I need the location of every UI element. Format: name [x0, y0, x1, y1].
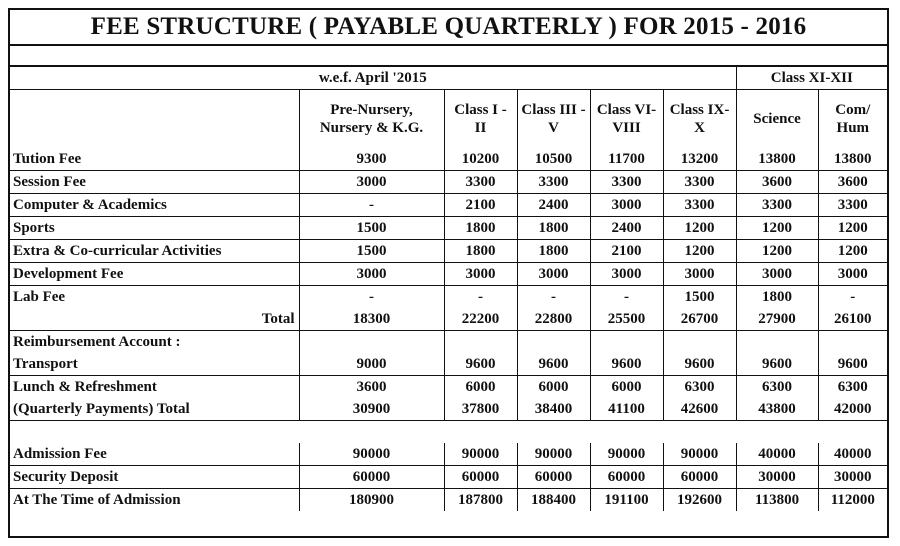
fee-value-cell: 60000 [590, 465, 663, 488]
fee-value-cell: 3600 [818, 170, 887, 193]
spacer-row [10, 420, 887, 443]
fee-value-cell: 60000 [663, 465, 736, 488]
fee-value-cell: 22800 [517, 308, 590, 331]
col-header-class-1-2: Class I - II [444, 90, 517, 148]
row-label: Computer & Academics [10, 193, 299, 216]
fee-value-cell: 26100 [818, 308, 887, 331]
fee-value-cell: 3000 [736, 262, 818, 285]
fee-value-cell: 6300 [818, 375, 887, 398]
fee-value-cell: 9300 [299, 148, 444, 171]
header-blank [10, 90, 299, 148]
fee-value-cell: 1200 [663, 239, 736, 262]
fee-value-cell: 30000 [736, 465, 818, 488]
fee-table [10, 67, 887, 511]
fee-value-cell: 3000 [663, 262, 736, 285]
fee-value-cell: 3300 [663, 193, 736, 216]
col-header-science: Science [736, 90, 818, 148]
fee-value-cell: 6000 [444, 375, 517, 398]
empty-cell [590, 330, 663, 353]
fee-value-cell: 3000 [818, 262, 887, 285]
empty-cell [818, 330, 887, 353]
fee-value-cell: 180900 [299, 488, 444, 511]
fee-value-cell: 3000 [590, 193, 663, 216]
row-label: Development Fee [10, 262, 299, 285]
row-label: Sports [10, 216, 299, 239]
table-row-at-the-time-of-admission [10, 488, 887, 511]
fee-value-cell: 11700 [590, 148, 663, 171]
reimbursement-heading: Reimbursement Account : [10, 330, 299, 353]
row-label: Admission Fee [10, 443, 299, 466]
fee-value-cell: 38400 [517, 398, 590, 421]
class-group-label: Class XI-XII [736, 67, 887, 90]
fee-value-cell: 3600 [299, 375, 444, 398]
fee-value-cell: 2100 [444, 193, 517, 216]
fee-value-cell: 13800 [736, 148, 818, 171]
fee-value-cell: 41100 [590, 398, 663, 421]
row-label: Session Fee [10, 170, 299, 193]
fee-value-cell: 30900 [299, 398, 444, 421]
fee-value-cell: 9600 [444, 353, 517, 376]
fee-value-cell: 42000 [818, 398, 887, 421]
fee-value-cell: 3300 [736, 193, 818, 216]
row-label: Transport [10, 353, 299, 376]
fee-structure-sheet [8, 8, 889, 538]
fee-value-cell: 3600 [736, 170, 818, 193]
fee-value-cell: 1500 [299, 216, 444, 239]
admission-rows [10, 443, 887, 511]
fee-value-cell: 18300 [299, 308, 444, 331]
empty-cell [517, 330, 590, 353]
fee-value-cell: 37800 [444, 398, 517, 421]
fee-value-cell: 2400 [590, 216, 663, 239]
col-header-class-3-5: Class III - V [517, 90, 590, 148]
fee-value-cell: 1800 [517, 239, 590, 262]
fee-value-cell: - [517, 285, 590, 308]
table-row-lunch-refreshment [10, 375, 887, 398]
effective-row [10, 67, 887, 90]
fee-value-cell: 13200 [663, 148, 736, 171]
table-row-computer-academics [10, 193, 887, 216]
reimbursement-heading-row [10, 330, 887, 353]
row-label: Tution Fee [10, 148, 299, 171]
fee-rows [10, 148, 887, 308]
empty-cell [663, 330, 736, 353]
table-row-lab-fee [10, 285, 887, 308]
fee-value-cell: 1500 [663, 285, 736, 308]
fee-value-cell: 1200 [663, 216, 736, 239]
empty-cell [736, 330, 818, 353]
quarterly-total-row [10, 398, 887, 421]
fee-value-cell: 90000 [444, 443, 517, 466]
fee-value-cell: 188400 [517, 488, 590, 511]
fee-value-cell: 6300 [663, 375, 736, 398]
table-row-admission-fee [10, 443, 887, 466]
fee-value-cell: 3000 [299, 262, 444, 285]
fee-value-cell: 3300 [517, 170, 590, 193]
fee-value-cell: 90000 [517, 443, 590, 466]
fee-value-cell: 2400 [517, 193, 590, 216]
table-row-session-fee [10, 170, 887, 193]
fee-value-cell: 9600 [663, 353, 736, 376]
table-row-security-deposit [10, 465, 887, 488]
fee-value-cell: 40000 [736, 443, 818, 466]
fee-value-cell: 40000 [818, 443, 887, 466]
fee-value-cell: 10500 [517, 148, 590, 171]
fee-value-cell: 10200 [444, 148, 517, 171]
row-label: Security Deposit [10, 465, 299, 488]
fee-value-cell: 192600 [663, 488, 736, 511]
fee-value-cell: - [444, 285, 517, 308]
row-label: Extra & Co-curricular Activities [10, 239, 299, 262]
fee-value-cell: 3000 [590, 262, 663, 285]
fee-value-cell: 30000 [818, 465, 887, 488]
fee-value-cell: 1200 [818, 216, 887, 239]
fee-value-cell: - [818, 285, 887, 308]
fee-value-cell: 6000 [517, 375, 590, 398]
col-header-class-9-10: Class IX-X [663, 90, 736, 148]
total-row [10, 308, 887, 331]
total-label: Total [10, 308, 299, 331]
col-header-class-6-8: Class VI-VIII [590, 90, 663, 148]
col-header-pre-nursery: Pre-Nursery, Nursery & K.G. [299, 90, 444, 148]
fee-value-cell: 90000 [590, 443, 663, 466]
spacer-cell [10, 420, 887, 443]
effective-date: w.e.f. April '2015 [10, 67, 736, 90]
fee-value-cell: 1800 [444, 216, 517, 239]
fee-value-cell: 26700 [663, 308, 736, 331]
table-row-extra-co-curricular-activities [10, 239, 887, 262]
fee-value-cell: 3300 [663, 170, 736, 193]
fee-value-cell: 1800 [444, 239, 517, 262]
fee-value-cell: 9600 [736, 353, 818, 376]
fee-value-cell: 25500 [590, 308, 663, 331]
fee-value-cell: 187800 [444, 488, 517, 511]
fee-value-cell: 1500 [299, 239, 444, 262]
fee-value-cell: 9000 [299, 353, 444, 376]
row-label: Lab Fee [10, 285, 299, 308]
fee-value-cell: 1800 [517, 216, 590, 239]
table-row-tution-fee [10, 148, 887, 171]
fee-value-cell: 6300 [736, 375, 818, 398]
table-row-development-fee [10, 262, 887, 285]
row-label: At The Time of Admission [10, 488, 299, 511]
blank-band [10, 46, 887, 67]
fee-value-cell: 3000 [444, 262, 517, 285]
fee-value-cell: 90000 [663, 443, 736, 466]
fee-value-cell: 1200 [736, 216, 818, 239]
fee-value-cell: 90000 [299, 443, 444, 466]
fee-value-cell: 13800 [818, 148, 887, 171]
fee-value-cell: 43800 [736, 398, 818, 421]
fee-value-cell: 60000 [444, 465, 517, 488]
fee-value-cell: 113800 [736, 488, 818, 511]
fee-value-cell: 60000 [299, 465, 444, 488]
fee-value-cell: 9600 [517, 353, 590, 376]
fee-value-cell: 3300 [444, 170, 517, 193]
fee-value-cell: 1200 [818, 239, 887, 262]
fee-value-cell: 3000 [517, 262, 590, 285]
fee-value-cell: - [299, 285, 444, 308]
col-header-com-hum: Com/ Hum [818, 90, 887, 148]
fee-value-cell: 1200 [736, 239, 818, 262]
fee-value-cell: - [590, 285, 663, 308]
fee-value-cell: 60000 [517, 465, 590, 488]
fee-value-cell: 22200 [444, 308, 517, 331]
empty-cell [444, 330, 517, 353]
fee-value-cell: 3300 [818, 193, 887, 216]
fee-value-cell: 112000 [818, 488, 887, 511]
fee-value-cell: - [299, 193, 444, 216]
table-row-sports [10, 216, 887, 239]
fee-value-cell: 191100 [590, 488, 663, 511]
fee-value-cell: 9600 [590, 353, 663, 376]
fee-value-cell: 9600 [818, 353, 887, 376]
fee-value-cell: 2100 [590, 239, 663, 262]
empty-cell [299, 330, 444, 353]
row-label: Lunch & Refreshment [10, 375, 299, 398]
fee-value-cell: 3000 [299, 170, 444, 193]
fee-value-cell: 3300 [590, 170, 663, 193]
quarterly-total-label: (Quarterly Payments) Total [10, 398, 299, 421]
column-header-row [10, 90, 887, 148]
page-title: FEE STRUCTURE ( PAYABLE QUARTERLY ) FOR 2015 - 2016 [10, 10, 887, 46]
fee-value-cell: 27900 [736, 308, 818, 331]
fee-value-cell: 6000 [590, 375, 663, 398]
fee-value-cell: 1800 [736, 285, 818, 308]
table-row-transport [10, 353, 887, 376]
reimbursement-rows [10, 353, 887, 398]
fee-value-cell: 42600 [663, 398, 736, 421]
